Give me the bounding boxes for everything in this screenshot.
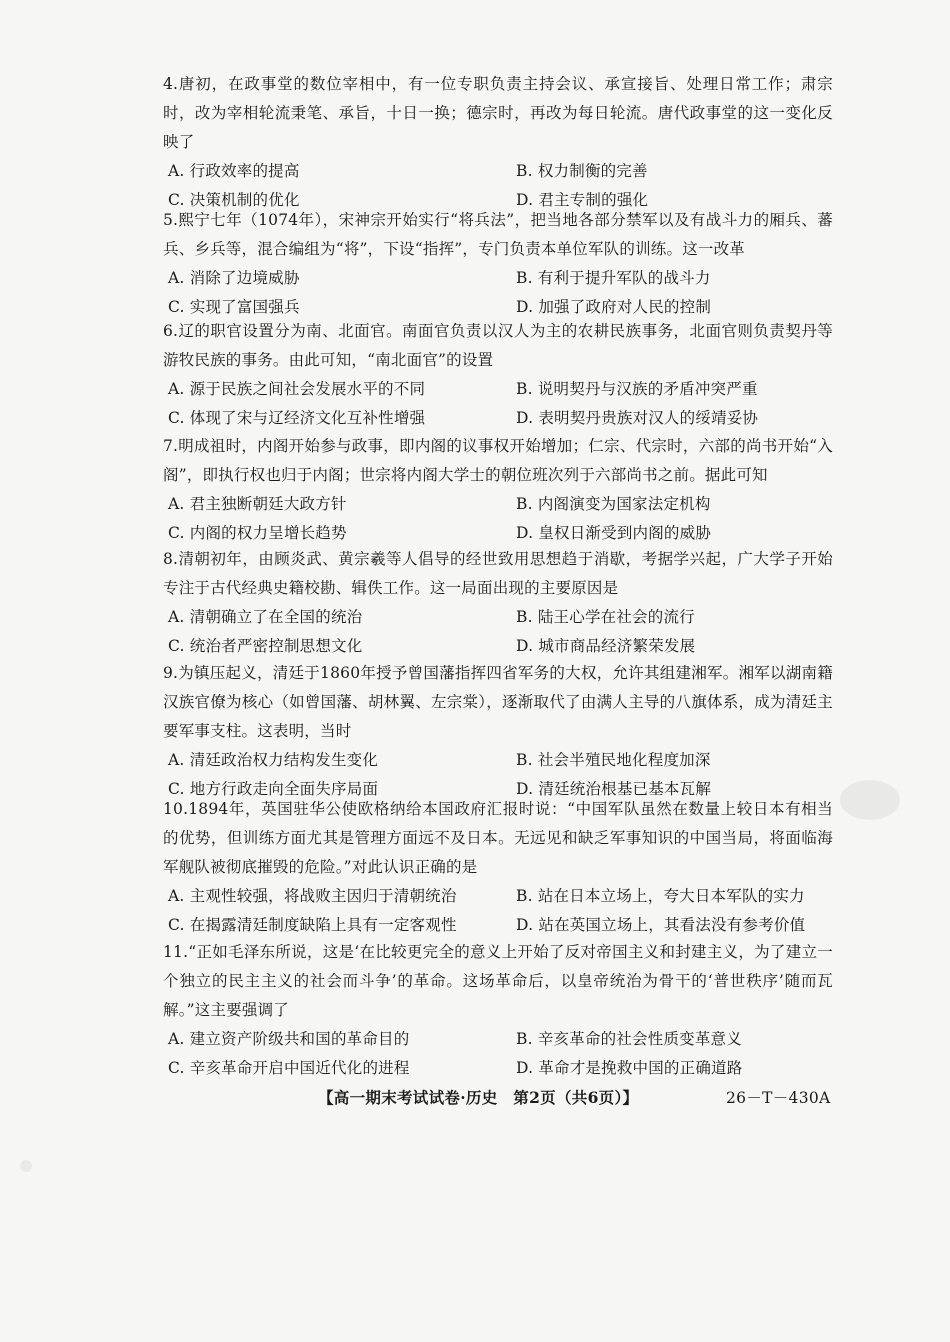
question-stem: 9.为镇压起义，清廷于1860年授予曾国藩指挥四省军务的大权，允许其组建湘军。湘军以湖南籍汉族官僚为核心（如曾国藩、胡林翼、左宗棠），逐渐取代了由满人主导的八旗体系，成为清廷主要军事支柱。这表明，当时 (163, 664, 833, 740)
question-5 (163, 206, 833, 322)
option-d: D. 表明契丹贵族对汉人的绥靖妥协 (516, 409, 759, 427)
scan-smudge (840, 780, 900, 820)
question-4 (163, 70, 833, 215)
question-11 (163, 938, 833, 1083)
option-b: B. 权力制衡的完善 (516, 162, 648, 180)
options (163, 264, 833, 322)
options (163, 882, 833, 940)
options (163, 375, 833, 433)
options (163, 490, 833, 548)
option-c: C. 在揭露清廷制度缺陷上具有一定客观性 (168, 916, 457, 934)
question-stem: 7.明成祖时，内阁开始参与政事，即内阁的议事权开始增加；仁宗、代宗时，六部的尚书开始“入阁”，即执行权也归于内阁；世宗将内阁大学士的朝位班次列于六部尚书之前。据此可知 (163, 437, 833, 484)
option-d: D. 城市商品经济繁荣发展 (516, 637, 696, 655)
options (163, 603, 833, 661)
scan-dot (20, 1160, 32, 1172)
option-a: A. 君主独断朝廷大政方针 (168, 495, 347, 513)
question-stem: 8.清朝初年，由顾炎武、黄宗羲等人倡导的经世致用思想趋于消歇，考据学兴起，广大学子开始专注于古代经典史籍校勘、辑佚工作。这一局面出现的主要原因是 (163, 550, 833, 597)
option-a: A. 行政效率的提高 (168, 162, 300, 180)
option-c: C. 体现了宋与辽经济文化互补性增强 (168, 409, 426, 427)
option-c: C. 决策机制的优化 (168, 191, 300, 209)
option-b: B. 陆王心学在社会的流行 (516, 608, 695, 626)
question-stem: 4.唐初，在政事堂的数位宰相中，有一位专职负责主持会议、承宣接旨、处理日常工作；肃宗时，改为宰相轮流秉笔、承旨，十日一换；德宗时，再改为每日轮流。唐代政事堂的这一变化反映了 (163, 75, 833, 151)
option-a: A. 主观性较强，将战败主因归于清朝统治 (168, 887, 457, 905)
question-10 (163, 795, 833, 940)
option-c: C. 统治者严密控制思想文化 (168, 637, 363, 655)
option-b: B. 有利于提升军队的战斗力 (516, 269, 711, 287)
option-b: B. 站在日本立场上，夸大日本军队的实力 (516, 887, 805, 905)
option-d: D. 站在英国立场上，其看法没有参考价值 (516, 916, 806, 934)
option-c: C. 辛亥革命开启中国近代化的进程 (168, 1059, 410, 1077)
question-stem: 11.“正如毛泽东所说，这是‘在比较更完全的意义上开始了反对帝国主义和封建主义，为了建立一个独立的民主主义的社会而斗争’的革命。这场革命后，以皇帝统治为骨干的‘普世秩序’随而瓦解。”这主要强调了 (163, 943, 833, 1019)
options (163, 1025, 833, 1083)
option-d: D. 君主专制的强化 (516, 191, 649, 209)
option-b: B. 社会半殖民地化程度加深 (516, 751, 711, 769)
option-d: D. 革命才是挽救中国的正确道路 (516, 1059, 743, 1077)
option-a: A. 清廷政治权力结构发生变化 (168, 751, 379, 769)
option-c: C. 地方行政走向全面失序局面 (168, 780, 379, 798)
option-b: B. 辛亥革命的社会性质变革意义 (516, 1030, 742, 1048)
option-d: D. 清廷统治根基已基本瓦解 (516, 780, 712, 798)
exam-code: 26－T－430A (726, 1089, 831, 1107)
question-7 (163, 432, 833, 548)
option-a: A. 消除了边境威胁 (168, 269, 300, 287)
option-d: D. 加强了政府对人民的控制 (516, 298, 712, 316)
option-a: A. 清朝确立了在全国的统治 (168, 608, 363, 626)
option-c: C. 实现了富国强兵 (168, 298, 300, 316)
question-8 (163, 545, 833, 661)
question-stem: 10.1894年，英国驻华公使欧格纳给本国政府汇报时说：“中国军队虽然在数量上较日本有相当的优势，但训练方面尤其是管理方面远不及日本。无远见和缺乏军事知识的中国当局，将面临海军舰队被彻底摧毁的危险。”对此认识正确的是 (163, 800, 833, 876)
question-stem: 5.熙宁七年（1074年），宋神宗开始实行“将兵法”，把当地各部分禁军以及有战斗力的厢兵、蕃兵、乡兵等，混合编组为“将”，下设“指挥”，专门负责本单位军队的训练。这一改革 (163, 211, 833, 258)
question-6 (163, 317, 833, 433)
option-a: A. 建立资产阶级共和国的革命目的 (168, 1030, 410, 1048)
option-a: A. 源于民族之间社会发展水平的不同 (168, 380, 426, 398)
option-d: D. 皇权日渐受到内阁的威胁 (516, 524, 712, 542)
question-9 (163, 659, 833, 804)
option-b: B. 内阁演变为国家法定机构 (516, 495, 711, 513)
page-footer: 【高一期末考试试卷·历史 第2页（共6页）】 (318, 1088, 639, 1107)
option-b: B. 说明契丹与汉族的矛盾冲突严重 (516, 380, 758, 398)
option-c: C. 内阁的权力呈增长趋势 (168, 524, 347, 542)
question-stem: 6.辽的职官设置分为南、北面官。南面官负责以汉人为主的农耕民族事务，北面官则负责契丹等游牧民族的事务。由此可知，“南北面官”的设置 (163, 322, 833, 369)
